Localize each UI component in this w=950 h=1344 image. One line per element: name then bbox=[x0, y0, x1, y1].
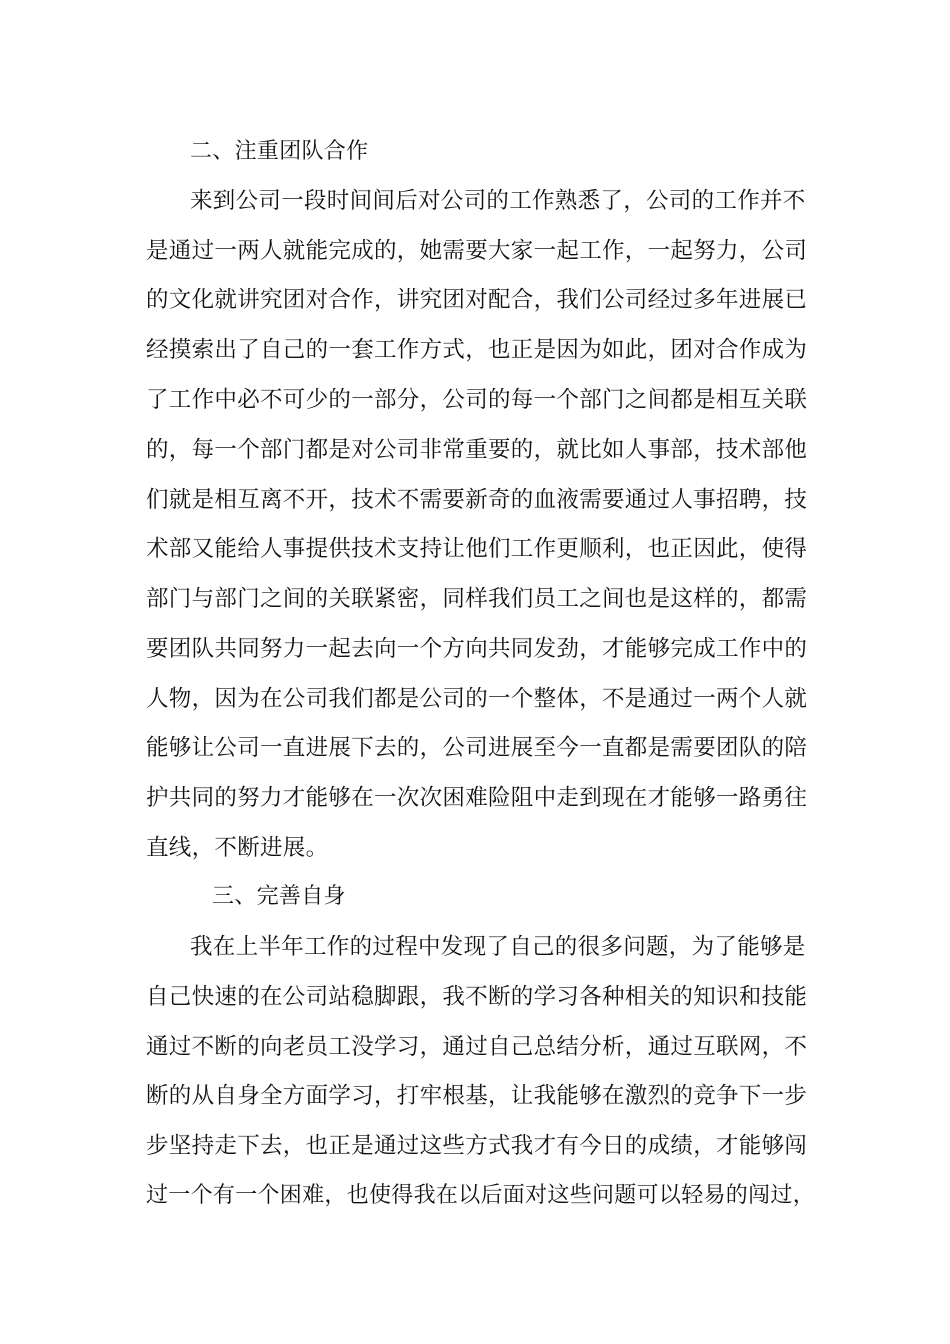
paragraph-line: 是通过一两人就能完成的，她需要大家一起工作，一起努力，公司 bbox=[146, 238, 808, 264]
paragraph-line: 过一个有一个困难，也使得我在以后面对这些问题可以轻易的闯过， bbox=[146, 1183, 816, 1208]
paragraph-line: 自己快速的在公司站稳脚跟，我不断的学习各种相关的知识和技能 bbox=[146, 984, 808, 1010]
paragraph-line: 的，每一个部门都是对公司非常重要的，就比如人事部，技术部他 bbox=[146, 437, 808, 463]
paragraph-line: 经摸索出了自己的一套工作方式，也正是因为如此，团对合作成为 bbox=[146, 337, 808, 363]
paragraph-line: 步坚持走下去，也正是通过这些方式我才有今日的成绩，才能够闯 bbox=[146, 1133, 808, 1159]
paragraph-line: 们就是相互离不开，技术不需要新奇的血液需要通过人事招聘，技 bbox=[146, 487, 808, 513]
paragraph-line: 通过不断的向老员工没学习，通过自己总结分析，通过互联网，不 bbox=[146, 1034, 808, 1060]
paragraph-line: 护共同的努力才能够在一次次困难险阻中走到现在才能够一路勇往 bbox=[146, 785, 808, 811]
paragraph-line: 要团队共同努力一起去向一个方向共同发劲，才能够完成工作中的 bbox=[146, 636, 808, 662]
paragraph-line: 能够让公司一直进展下去的，公司进展至今一直都是需要团队的陪 bbox=[146, 735, 808, 761]
paragraph-line: 的文化就讲究团对合作，讲究团对配合，我们公司经过多年进展已 bbox=[146, 287, 808, 313]
paragraph-line: 部门与部门之间的关联紧密，同样我们员工之间也是这样的，都需 bbox=[146, 586, 808, 612]
paragraph-line: 人物，因为在公司我们都是公司的一个整体，不是通过一两个人就 bbox=[146, 686, 808, 712]
paragraph-line: 直线，不断进展。 bbox=[146, 835, 329, 861]
paragraph-line: 了工作中必不可少的一部分，公司的每一个部门之间都是相互关联 bbox=[146, 387, 808, 413]
section-heading-team-cooperation: 二、注重团队合作 bbox=[190, 139, 369, 164]
paragraph-line: 来到公司一段时间间后对公司的工作熟悉了，公司的工作并不 bbox=[190, 188, 806, 214]
section-heading-self-improvement: 三、完善自身 bbox=[212, 884, 346, 909]
paragraph-line: 术部又能给人事提供技术支持让他们工作更顺利，也正因此，使得 bbox=[146, 536, 808, 562]
paragraph-line: 我在上半年工作的过程中发现了自己的很多问题，为了能够是 bbox=[190, 934, 806, 960]
paragraph-line: 断的从自身全方面学习，打牢根基，让我能够在激烈的竞争下一步 bbox=[146, 1083, 808, 1109]
